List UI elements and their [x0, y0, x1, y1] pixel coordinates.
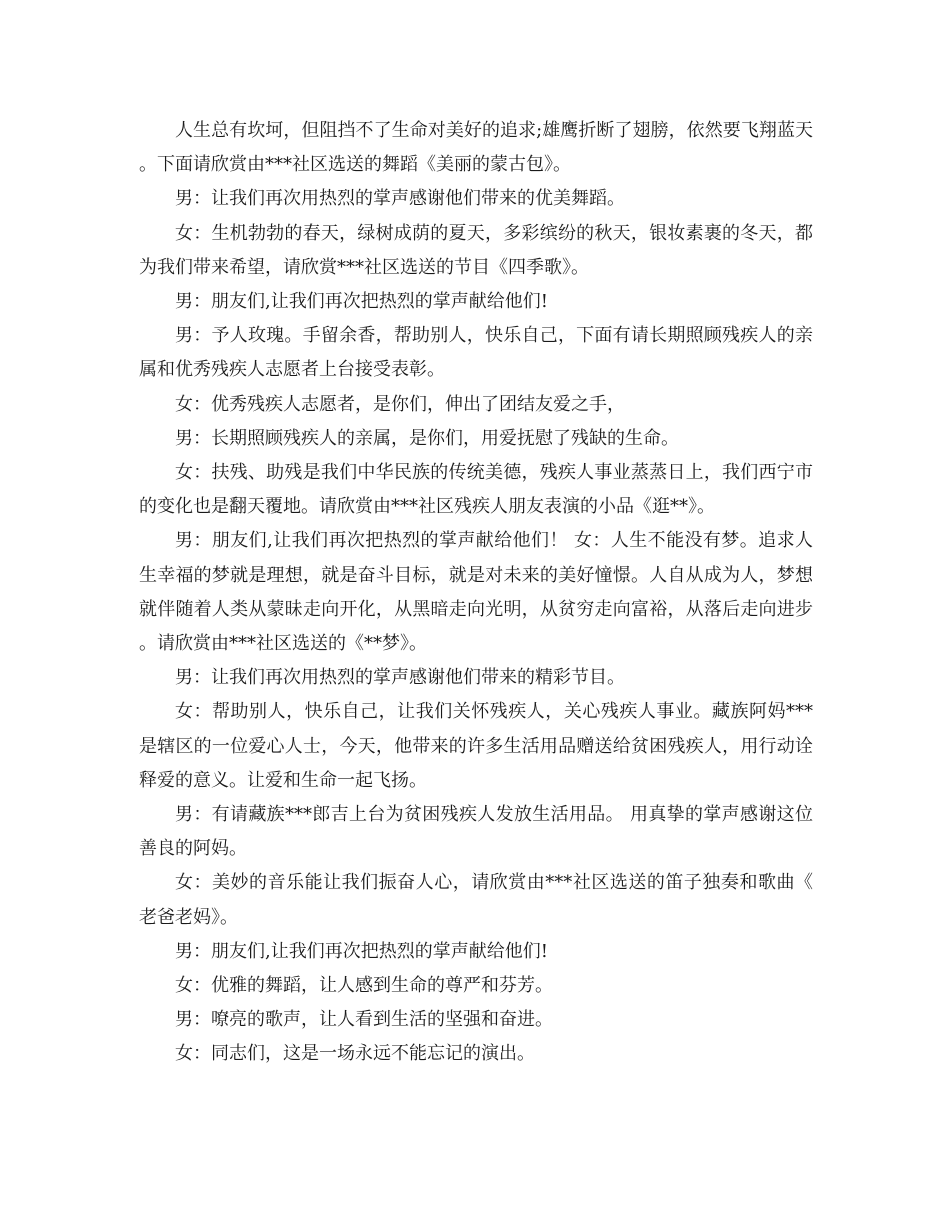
paragraph: 男：让我们再次用热烈的掌声感谢他们带来的优美舞蹈。	[175, 188, 625, 210]
paragraph: 人生总有坎坷，但阻挡不了生命对美好的追求;雄鹰折断了翅膀，依然要飞翔蓝天。下面请欣赏由***社区选送的舞蹈《美丽的蒙古包》。	[139, 120, 813, 176]
paragraph: 男：有请藏族***郎吉上台为贫困残疾人发放生活用品。 用真挚的掌声感谢这位善良的阿妈。	[139, 804, 813, 860]
paragraph: 女：生机勃勃的春天，绿树成荫的夏天，多彩缤纷的秋天，银妆素裹的冬天，都为我们带来希望，请欣赏***社区选送的节目《四季歌》。	[139, 222, 813, 278]
paragraph: 男：朋友们,让我们再次把热烈的掌声献给他们!	[175, 291, 548, 313]
paragraph: 女：同志们，这是一场永远不能忘记的演出。	[175, 1043, 535, 1065]
paragraph: 男：长期照顾残疾人的亲属，是你们，用爱抚慰了残缺的生命。	[175, 427, 679, 449]
paragraph: 女：优雅的舞蹈，让人感到生命的尊严和芬芳。	[175, 975, 553, 997]
paragraph: 女：美妙的音乐能让我们振奋人心，请欣赏由***社区选送的笛子独奏和歌曲《老爸老妈》。	[139, 872, 813, 928]
paragraph: 男：朋友们,让我们再次把热烈的掌声献给他们!	[175, 940, 548, 962]
paragraph: 男：让我们再次用热烈的掌声感谢他们带来的精彩节目。	[175, 667, 625, 689]
paragraph: 男：予人玫瑰。手留余香，帮助别人，快乐自己，下面有请长期照顾残疾人的亲属和优秀残疾人志愿者上台接受表彰。	[139, 325, 813, 381]
paragraph: 女：扶残、助残是我们中华民族的传统美德，残疾人事业蒸蒸日上，我们西宁市的变化也是翻天覆地。请欣赏由***社区残疾人朋友表演的小品《逛**》。	[139, 462, 813, 518]
paragraph: 男：嘹亮的歌声，让人看到生活的坚强和奋进。	[175, 1009, 553, 1031]
paragraph: 女：优秀残疾人志愿者，是你们，伸出了团结友爱之手，	[175, 393, 625, 415]
document-body	[139, 114, 813, 1072]
paragraph: 男：朋友们,让我们再次把热烈的掌声献给他们！ 女：人生不能没有梦。追求人生幸福的梦就是理想，就是奋斗目标，就是对未来的美好憧憬。人自从成为人，梦想就伴随着人类从蒙昧走向开化，从黑暗走向光明，从贫穷走向富裕，从落后走向进步。请欣赏由***社区选送的《**梦》。	[139, 530, 813, 655]
paragraph: 女：帮助别人，快乐自己，让我们关怀残疾人，关心残疾人事业。藏族阿妈***是辖区的一位爱心人士，今天，他带来的许多生活用品赠送给贫困残疾人，用行动诠释爱的意义。让爱和生命一起飞扬。	[139, 701, 813, 791]
